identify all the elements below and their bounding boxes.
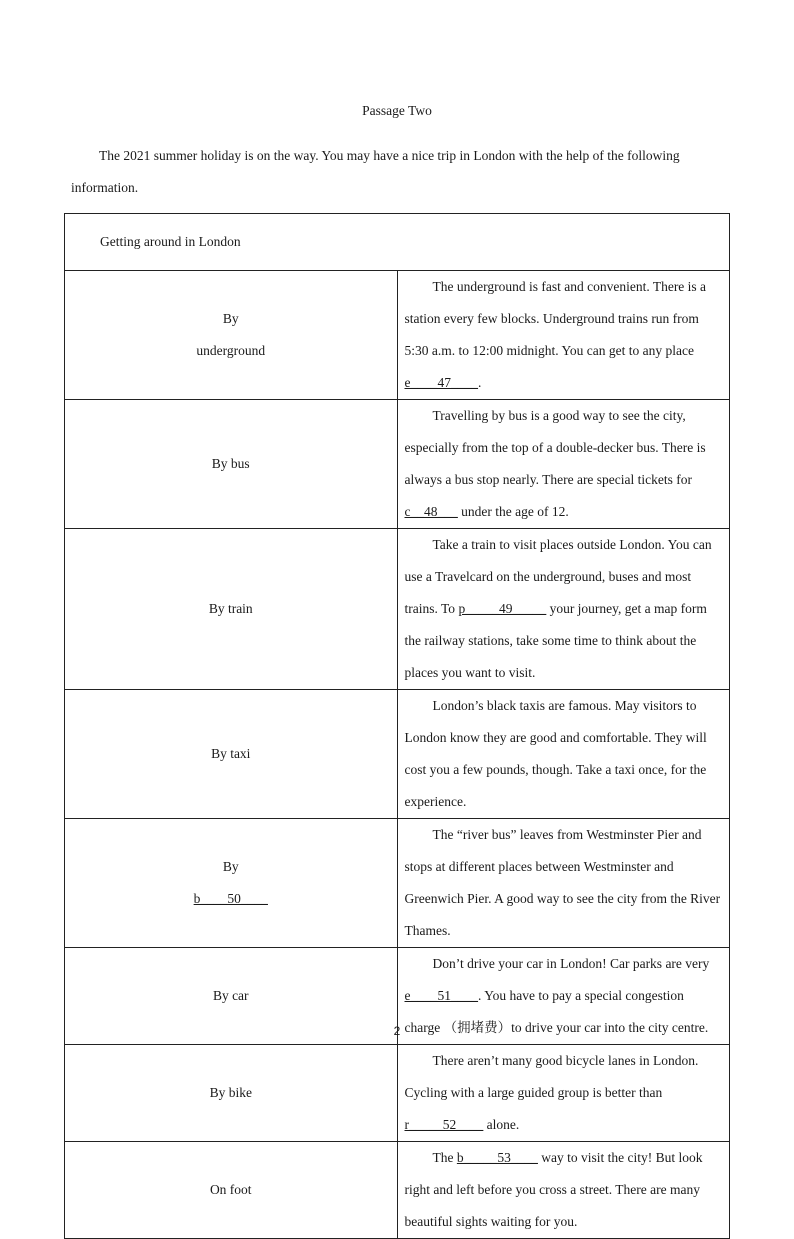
description-text: . You have to pay a special congestion charge （拥堵费）to drive your car into the city centre. [404, 988, 709, 1035]
description-text: Travelling by bus is a good way to see the city, especially from the top of a double-decker bus. There is always a bus stop nearly. There are special tickets for [404, 408, 706, 487]
description-text: Take a train to visit places outside London. You can use a Travelcard on the underground, buses and most trains. To [404, 537, 712, 616]
table-header-row [65, 214, 730, 271]
description-text: Don’t drive your car in London! Car parks are very [432, 956, 710, 971]
answer-blank-49: p_____49_____ [458, 601, 547, 616]
description-cell [397, 271, 730, 400]
mode-cell: By bus [65, 400, 398, 529]
description-cell [397, 1045, 730, 1142]
table-row [65, 819, 730, 948]
description-text: under the age of 12. [457, 504, 569, 519]
description-cell [397, 819, 730, 948]
description-cell [397, 690, 730, 819]
description-text: your journey, get a map form the railway stations, take some time to think about the places you want to visit. [404, 601, 707, 680]
intro-paragraph: The 2021 summer holiday is on the way. You may have a nice trip in London with the help of the following information. [71, 148, 680, 195]
description-cell [397, 529, 730, 690]
description-text: . [478, 375, 482, 390]
description-text: alone. [483, 1117, 520, 1132]
answer-blank-50: b____50____ [193, 891, 268, 906]
table-header: Getting around in London [65, 214, 730, 271]
mode-cell: By bike [65, 1045, 398, 1142]
mode-cell [65, 271, 398, 400]
answer-blank-48: c__48___ [404, 504, 458, 519]
answer-blank-52: r_____52____ [404, 1117, 484, 1132]
table-row [65, 529, 730, 690]
london-transport-table [64, 213, 730, 1239]
description-text: London’s black taxis are famous. May visitors to London know they are good and comfortable. They will cost you a few pounds, though. Take a taxi once, for the experience. [404, 698, 707, 809]
table-row [65, 400, 730, 529]
description-text: The [432, 1150, 457, 1165]
page-number: 2 [393, 1024, 401, 1038]
answer-blank-51: e____51____ [404, 988, 478, 1003]
description-text: There aren’t many good bicycle lanes in London. Cycling with a large guided group is better than [404, 1053, 699, 1100]
passage-title: Passage Two [362, 103, 432, 118]
table-row [65, 1142, 730, 1239]
answer-blank-47: e____47____ [404, 375, 478, 390]
description-text: The “river bus” leaves from Westminster Pier and stops at different places between Westminster and Greenwich Pier. A good way to see the city from the River Thames. [404, 827, 721, 938]
description-cell [397, 1142, 730, 1239]
mode-cell: By train [65, 529, 398, 690]
mode-cell: By car [65, 948, 398, 1045]
description-text: way to visit the city! But look right and left before you cross a street. There are many beautiful sights waiting for you. [404, 1150, 703, 1229]
mode-cell: On foot [65, 1142, 398, 1239]
table-row [65, 690, 730, 819]
mode-label: By [222, 859, 239, 874]
table-row [65, 271, 730, 400]
mode-cell: By taxi [65, 690, 398, 819]
mode-label: underground [196, 343, 266, 358]
answer-blank-53: b_____53____ [456, 1150, 538, 1165]
mode-cell [65, 819, 398, 948]
description-text: The underground is fast and convenient. There is a station every few blocks. Underground trains run from 5:30 a.m. to 12:00 midnight. You can get to any place [404, 279, 707, 358]
mode-label: By [222, 311, 239, 326]
table-row [65, 1045, 730, 1142]
description-cell [397, 400, 730, 529]
